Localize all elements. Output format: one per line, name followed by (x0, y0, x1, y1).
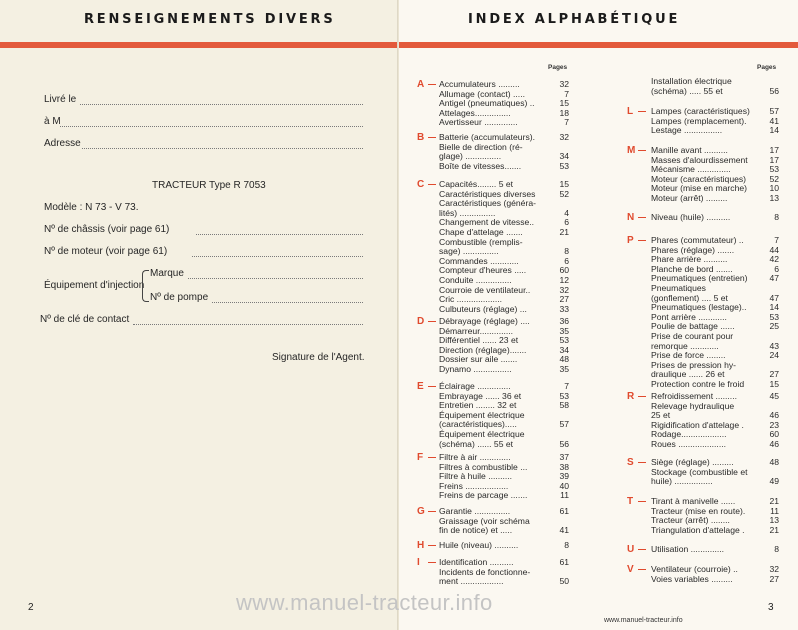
index-entry[interactable] (629, 477, 779, 487)
index-entry[interactable] (419, 162, 569, 172)
index-entry-label: Démarreur.............. (439, 325, 514, 336)
index-entry-page: 6 (564, 217, 569, 228)
index-entry-page: 53 (559, 390, 569, 401)
index-entry[interactable] (629, 526, 779, 536)
index-entry-label: Changement de vitesse.. (439, 217, 535, 228)
index-entry[interactable] (629, 575, 779, 585)
index-entry[interactable] (629, 87, 779, 97)
index-group-d (419, 317, 569, 375)
index-entry-page: 56 (559, 438, 569, 449)
signature-label: Signature de l'Agent. (272, 352, 365, 363)
index-entry-label: Ventilateur (courroie) .. (651, 564, 738, 574)
a-m-line[interactable] (60, 125, 363, 127)
index-entry-label: Caractéristiques diverses (439, 188, 536, 199)
index-group-a (419, 80, 569, 128)
index-entry-page: 11 (560, 490, 569, 501)
left-header-rule (0, 42, 399, 48)
index-entry-page: 33 (559, 303, 569, 314)
index-entry-page: 46 (769, 410, 779, 421)
index-entry-page: 61 (559, 557, 569, 567)
index-entry-label: Tracteur (mise en route). (651, 505, 746, 516)
index-entry[interactable] (419, 305, 569, 315)
right-header-rule (399, 42, 798, 48)
index-entry-page: 13 (769, 192, 779, 203)
index-entry-page: 7 (564, 381, 569, 391)
index-entry-page: 4 (564, 207, 569, 218)
index-entry-label: Triangulation d'attelage . (651, 524, 745, 535)
index-group-e (419, 382, 569, 449)
index-entry-page: 18 (559, 107, 569, 118)
index-entry-label: Lestage ................ (651, 125, 723, 136)
index-entry-page: 32 (559, 132, 569, 142)
index-entry-page: 13 (769, 515, 779, 526)
index-entry-page: 25 (769, 321, 779, 332)
index-entry-label: Mécanisme .............. (651, 164, 731, 175)
index-entry-page: 45 (769, 391, 779, 401)
index-entry-page: 36 (559, 316, 569, 326)
index-entry-page: 44 (769, 244, 779, 255)
index-entry-label: Capacités........ 5 et (439, 179, 514, 189)
index-group-u (629, 545, 779, 555)
index-entry-label: Phare arrière .......... (651, 254, 728, 265)
index-entry-label: Phares (commutateur) .. (651, 235, 744, 245)
index-entry-page: 47 (769, 273, 779, 284)
index-entry-page: 34 (559, 151, 569, 162)
index-group-continued (629, 77, 779, 96)
index-entry-page: 40 (559, 480, 569, 491)
cle-line[interactable] (133, 323, 363, 325)
index-entry-page: 15 (769, 378, 779, 389)
index-entry-page: 58 (559, 400, 569, 411)
index-entry-page: 35 (559, 363, 569, 374)
index-group-s (629, 458, 779, 487)
index-letter: R (627, 391, 635, 402)
index-entry-label: Éclairage .............. (439, 381, 511, 391)
index-entry-page: 42 (769, 254, 779, 265)
index-entry-page: 27 (559, 294, 569, 305)
index-entry-page: 49 (769, 476, 779, 487)
index-entry-label: Niveau (huile) .......... (651, 212, 731, 222)
index-entry-label: Pont arrière ............ (651, 311, 727, 322)
index-entry[interactable] (419, 541, 569, 551)
index-entry-label: Graissage (voir schéma (439, 515, 530, 526)
index-entry-label: Courroie de ventilateur.. (439, 284, 531, 295)
index-group-i (419, 558, 569, 587)
index-entry-label: Chape d'attelage ....... (439, 226, 523, 237)
index-entry[interactable] (629, 380, 779, 390)
index-entry-label: Dynamo ................ (439, 363, 512, 374)
index-entry-label: Freins de parcage ....... (439, 490, 528, 501)
index-entry-page: 34 (559, 344, 569, 355)
pages-label-right: Pages (757, 64, 777, 71)
index-entry-page: 17 (769, 145, 779, 155)
index-entry-label: Stockage (combustible et (651, 466, 748, 477)
index-group-p (629, 236, 779, 390)
tracteur-type: TRACTEUR Type R 7053 (152, 180, 266, 191)
index-entry-page: 7 (564, 88, 569, 99)
index-entry-page: 47 (769, 292, 779, 303)
index-entry-label: Direction (réglage)....... (439, 344, 527, 355)
index-letter: F (417, 452, 424, 463)
marque-line[interactable] (188, 277, 363, 279)
index-entry-page: 14 (769, 125, 779, 136)
pages-label-left: Pages (548, 64, 568, 71)
index-entry-page: 27 (769, 573, 779, 584)
index-entry-label: Antigel (pneumatiques) .. (439, 98, 535, 109)
index-entry-label: Cric ................... (439, 294, 503, 305)
index-letter: A (417, 79, 425, 90)
index-entry-page: 32 (559, 79, 569, 89)
index-entry-page: 57 (769, 106, 779, 116)
livre-le-line[interactable] (80, 103, 363, 105)
index-entry-label: Conduite ............... (439, 274, 512, 285)
index-entry-label: Différentiel ...... 23 et (439, 335, 519, 346)
index-entry-page: 21 (559, 226, 569, 237)
index-letter: S (627, 457, 634, 468)
index-entry-page: 37 (559, 452, 569, 462)
index-entry-label: (gonflement) .... 5 et (651, 292, 728, 303)
index-entry-label: Huile (niveau) .......... (439, 540, 519, 550)
index-letter: E (417, 381, 424, 392)
index-entry-label: Commandes ............ (439, 255, 519, 266)
index-entry-page: 17 (769, 154, 779, 165)
a-m-label: à M (44, 116, 61, 127)
index-entry-page: 32 (559, 284, 569, 295)
footer-url: www.manuel-tracteur.info (604, 617, 683, 624)
index-entry-label: Culbuteurs (réglage) ... (439, 303, 527, 314)
index-entry-label: Pneumatiques (651, 282, 706, 293)
index-entry-page: 48 (769, 457, 779, 467)
index-entry[interactable] (629, 194, 779, 204)
index-entry-page: 53 (769, 311, 779, 322)
index-letter: N (627, 212, 635, 223)
index-letter: V (627, 564, 634, 575)
index-entry-page: 53 (769, 164, 779, 175)
index-entry-page: 23 (769, 419, 779, 430)
index-entry-label: Accumulateurs ......... (439, 79, 520, 89)
index-entry-label: Attelages............... (439, 107, 511, 118)
index-entry-label: (schéma) ...... 55 et (439, 438, 514, 449)
index-entry-page: 41 (769, 115, 779, 126)
index-letter: U (627, 544, 635, 555)
chassis-line[interactable] (196, 233, 363, 235)
pompe-line[interactable] (212, 301, 363, 303)
index-entry-page: 39 (559, 471, 569, 482)
index-entry-page: 52 (559, 188, 569, 199)
index-letter: I (417, 557, 420, 568)
index-entry-page: 52 (769, 173, 779, 184)
index-entry-label: Batterie (accumulateurs). (439, 132, 535, 142)
index-entry-page: 35 (559, 325, 569, 336)
index-entry[interactable] (629, 545, 779, 555)
index-entry-page: 56 (769, 85, 779, 96)
index-entry-label: ment .................. (439, 576, 504, 587)
index-entry-label: Roues .................... (651, 438, 726, 449)
index-entry-page: 10 (769, 183, 779, 194)
modele: Modèle : N 73 - V 73. (44, 202, 139, 213)
index-group-r (629, 392, 779, 450)
index-entry-label: Allumage (contact) ..... (439, 88, 525, 99)
index-entry-label: Utilisation .............. (651, 544, 725, 554)
index-group-f (419, 453, 569, 501)
index-entry-label: Moteur (caractéristiques) (651, 173, 747, 184)
index-entry-page: 8 (774, 212, 779, 222)
index-letter: C (417, 179, 425, 190)
index-entry-label: Moteur (arrêt) ......... (651, 192, 728, 203)
index-group-n (629, 213, 779, 223)
left-page-number: 2 (28, 602, 34, 613)
index-entry[interactable] (419, 577, 569, 587)
index-entry-label: Entretien ........ 32 et (439, 400, 517, 411)
right-header-title: INDEX ALPHABÉTIQUE (468, 12, 681, 27)
index-entry-page: 14 (769, 302, 779, 313)
index-entry-label: Dossier sur aile ....... (439, 354, 518, 365)
index-entry-page: 11 (770, 505, 779, 516)
adresse-label: Adresse (44, 138, 81, 149)
index-entry-page: 43 (769, 340, 779, 351)
index-letter: M (627, 145, 636, 156)
index-entry-label: lités) ............... (439, 207, 496, 218)
index-entry-label: 25 et (651, 410, 671, 421)
index-entry-page: 32 (769, 564, 779, 574)
index-entry[interactable] (629, 213, 779, 223)
equipement-label: Équipement d'injection (44, 280, 145, 291)
index-entry-label: Tracteur (arrêt) ........ (651, 515, 730, 526)
right-header (399, 0, 798, 42)
index-letter: G (417, 506, 425, 517)
index-entry-label: Poulie de battage ...... (651, 321, 735, 332)
index-entry-label: Installation électrique (651, 76, 732, 86)
index-entry-page: 50 (559, 576, 569, 587)
index-entry-label: Lampes (remplacement). (651, 115, 747, 126)
index-entry[interactable] (419, 118, 569, 128)
index-entry-label: Débrayage (réglage) .... (439, 316, 530, 326)
index-entry-label: Pneumatiques (entretien) (651, 273, 748, 284)
index-entry-page: 38 (559, 461, 569, 472)
pompe-label: Nº de pompe (150, 292, 209, 303)
index-group-h (419, 541, 569, 551)
index-entry-label: Filtre à air ............. (439, 452, 511, 462)
index-entry-label: Garantie ............... (439, 506, 511, 516)
index-entry-page: 60 (769, 429, 779, 440)
index-entry-page: 61 (559, 506, 569, 516)
index-entry-label: Combustible (remplis- (439, 236, 523, 247)
index-entry-label: Rigidification d'attelage . (651, 419, 744, 430)
right-page (399, 0, 798, 630)
index-entry-label: Boîte de vitesses....... (439, 160, 522, 171)
index-entry[interactable] (419, 491, 569, 501)
index-entry-page: 21 (769, 524, 779, 535)
index-entry-page: 15 (559, 179, 569, 189)
index-letter: H (417, 540, 425, 551)
index-entry-label: Caractéristiques (généra- (439, 198, 536, 209)
index-entry-page: 24 (769, 350, 779, 361)
index-entry-label: Refroidissement ......... (651, 391, 737, 401)
injection-brace (142, 270, 149, 302)
index-entry-label: Équipement électrique (439, 409, 525, 420)
index-entry-page: 57 (559, 419, 569, 430)
index-entry-label: Voies variables ......... (651, 573, 733, 584)
index-entry-label: Moteur (mise en marche) (651, 183, 747, 194)
index-entry-label: Relevage hydraulique (651, 400, 735, 411)
index-entry-label: Pneumatiques (lestage).. (651, 302, 747, 313)
index-entry[interactable] (419, 440, 569, 450)
index-entry-label: Prises de pression hy- (651, 359, 737, 370)
index-entry-page: 8 (774, 544, 779, 554)
index-entry-page: 8 (564, 540, 569, 550)
index-entry-label: Siège (réglage) ......... (651, 457, 734, 467)
index-entry-page: 27 (769, 369, 779, 380)
index-entry-label: Planche de bord ....... (651, 263, 733, 274)
index-entry-page: 53 (559, 160, 569, 171)
index-entry[interactable] (419, 526, 569, 536)
index-entry-label: Embrayage ...... 36 et (439, 390, 522, 401)
index-entry-label: Incidents de fonctionne- (439, 566, 531, 577)
index-entry-label: Filtre à huile .......... (439, 471, 513, 482)
index-entry[interactable] (629, 440, 779, 450)
index-entry-label: Freins .................. (439, 480, 509, 491)
marque-label: Marque (150, 268, 184, 279)
index-group-g (419, 507, 569, 536)
index-letter: P (627, 235, 634, 246)
index-group-t (629, 497, 779, 535)
index-letter: D (417, 316, 425, 327)
index-entry-page: 48 (559, 354, 569, 365)
index-entry-label: Protection contre le froid (651, 378, 745, 389)
left-header-title: RENSEIGNEMENTS DIVERS (84, 12, 336, 27)
right-page-number: 3 (768, 602, 774, 613)
index-group-l (629, 107, 779, 136)
index-entry-label: remorque ............ (651, 340, 719, 351)
index-entry-label: Identification .......... (439, 557, 514, 567)
index-group-b (419, 133, 569, 171)
index-entry-label: Prise de courant pour (651, 330, 734, 341)
index-entry-label: Lampes (caractéristiques) (651, 106, 750, 116)
index-group-c (419, 180, 569, 314)
index-entry-label: Équipement électrique (439, 428, 525, 439)
index-entry-page: 6 (774, 263, 779, 274)
index-entry-label: glage) ............... (439, 151, 502, 162)
index-entry-page: 60 (559, 265, 569, 276)
chassis-label: Nº de châssis (voir page 61) (44, 224, 170, 235)
index-letter: T (627, 496, 634, 507)
index-entry-page: 8 (564, 246, 569, 257)
index-entry-label: sage) ............... (439, 246, 499, 257)
index-entry-label: fin de notice) et ..... (439, 525, 513, 536)
index-entry-label: draulique ...... 26 et (651, 369, 725, 380)
adresse-line[interactable] (82, 147, 363, 149)
index-group-v (629, 565, 779, 584)
index-entry-label: Prise de force ........ (651, 350, 726, 361)
index-entry[interactable] (629, 126, 779, 136)
index-letter: B (417, 132, 425, 143)
index-entry-label: huile) ................ (651, 476, 713, 487)
index-letter: L (627, 106, 634, 117)
index-entry-page: 46 (769, 438, 779, 449)
index-entry-page: 6 (564, 255, 569, 266)
watermark: www.manuel-tracteur.info (236, 590, 493, 615)
index-entry-label: (schéma) ..... 55 et (651, 85, 723, 96)
index-entry-label: Compteur d'heures ..... (439, 265, 527, 276)
index-entry-page: 53 (559, 335, 569, 346)
index-entry-label: Avertisseur .............. (439, 117, 518, 128)
left-header (0, 0, 399, 42)
index-entry-label: Masses d'alourdissement (651, 154, 748, 165)
moteur-label: Nº de moteur (voir page 61) (44, 246, 168, 257)
index-entry-page: 21 (769, 496, 779, 506)
index-group-m (629, 146, 779, 204)
index-entry-label: Bielle de direction (ré- (439, 141, 523, 152)
cle-label: Nº de clé de contact (40, 314, 130, 325)
index-entry-page: 15 (559, 98, 569, 109)
livre-le-label: Livré le (44, 94, 77, 105)
index-entry-label: Phares (réglage) ....... (651, 244, 735, 255)
moteur-line[interactable] (192, 255, 363, 257)
index-entry-label: Tirant à manivelle ...... (651, 496, 736, 506)
index-entry-label: Manille avant .......... (651, 145, 728, 155)
index-entry-label: Filtres à combustible ... (439, 461, 528, 472)
index-entry-page: 12 (559, 274, 569, 285)
index-entry-label: (caractéristiques)..... (439, 419, 517, 430)
index-entry[interactable] (419, 365, 569, 375)
index-entry-page: 41 (559, 525, 569, 536)
index-entry-label: Rodage................... (651, 429, 727, 440)
index-entry-page: 7 (774, 235, 779, 245)
index-entry-page: 7 (564, 117, 569, 128)
